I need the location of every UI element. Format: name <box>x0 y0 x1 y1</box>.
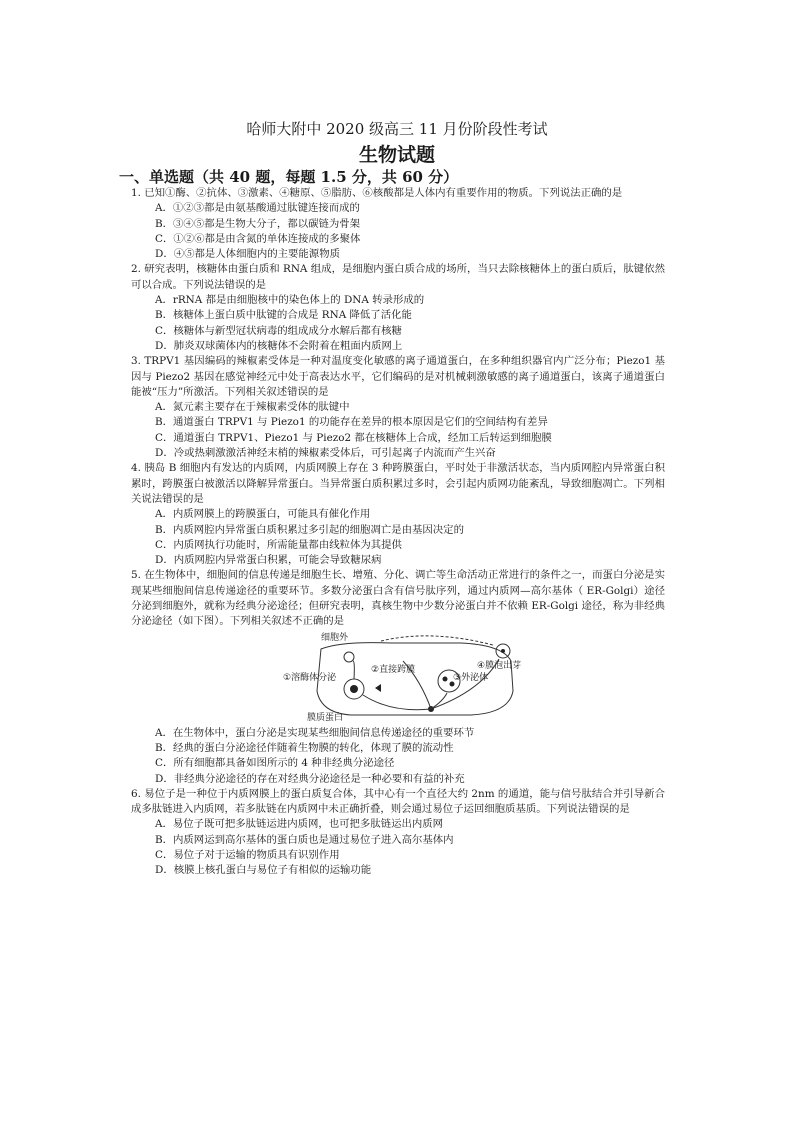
exam-title: 哈师大附中 2020 级高三 11 月份阶段性考试 <box>246 120 548 138</box>
option-c: C．①②⑥都是由含氮的单体连接成的多聚体 <box>155 232 361 245</box>
question-stem: 5. 在生物体中，细胞间的信息传递是细胞生长、增殖、分化、调亡等生命活动正常进行的条件之一，而蛋白分泌是实现某些细胞间信息传递途径的重要环节。多数分泌蛋白含有信号肽序列，通过内质网—高尔基体（ ER-Golgi）途径分泌到细胞外，就称为经典分泌途径；但研究表明，真核生物中少数分泌蛋白并不依赖 ER-Golgi 途径，称为非经典分泌途径（如下图）。下列相关叙述不正确的是 <box>131 569 665 628</box>
question-stem: 2. 研究表明，核糖体由蛋白质和 RNA 组成，是细胞内蛋白质合成的场所，当只去除核糖体上的蛋白质后，肽键依然可以合成。下列说法错误的是 <box>131 263 665 291</box>
question-2 <box>131 262 665 354</box>
label-path-3: ③外泌体 <box>453 672 489 683</box>
option-b: B．经典的蛋白分泌途径伴随着生物膜的转化，体现了膜的流动性 <box>155 741 454 754</box>
question-1 <box>131 186 665 262</box>
option-c: C．易位子对于运输的物质具有识别作用 <box>155 848 340 861</box>
option-a: A．在生物体中，蛋白分泌是实现某些细胞间信息传递途径的重要环节 <box>155 726 475 739</box>
protein-marker <box>375 684 381 692</box>
option-a: A．氮元素主要存在于辣椒素受体的肽键中 <box>155 401 350 414</box>
option-d: D．非经典分泌途径的存在对经典分泌途径是一种必要和有益的补充 <box>155 772 465 785</box>
budding-dot <box>501 649 505 653</box>
label-path-2: ②直接跨膜 <box>371 664 416 675</box>
option-b: B．内质网运到高尔基体的蛋白质也是通过易位子进入高尔基体内 <box>155 833 454 846</box>
question-list <box>131 186 665 879</box>
question-stem: 4. 胰岛 B 细胞内有发达的内质网，内质网膜上存在 3 种跨膜蛋白，平时处于非激活状态，当内质网腔内异常蛋白积累时，跨膜蛋白被激活以降解异常蛋白。当异常蛋白质积累过多时，会引起内质网功能紊乱，导致细胞凋亡。下列相关说法错误的是 <box>131 462 665 505</box>
question-3 <box>131 354 665 461</box>
exosome-dot <box>443 676 448 681</box>
arrow-release <box>353 661 354 679</box>
label-path-1: ①溶酶体分泌 <box>283 672 337 683</box>
arrow-lysosome <box>363 695 431 710</box>
question-stem: 6. 易位子是一种位于内质网膜上的蛋白质复合体，其中心有一个直径大约 2nm 的通道，能与信号肽结合并引导新合成多肽链进入内质网，若多肽链在内质网中未正确折叠，则会通过易位子运回细胞质基质。下列说法错误的是 <box>131 787 665 816</box>
section-heading: 一、单选题（共 40 题，每题 1.5 分，共 60 分） <box>119 168 459 186</box>
secretion-pathway-figure <box>131 631 665 723</box>
outer-vesicle <box>344 652 354 662</box>
option-a: A．易位子既可把多肽链运进内质网，也可把多肽链运出内质网 <box>155 818 444 831</box>
option-c: C．内质网执行功能时，所需能量都由线粒体为其提供 <box>155 538 402 551</box>
question-5 <box>131 568 665 786</box>
option-d: D．肺炎双球菌体内的核糖体不会附着在粗面内质网上 <box>155 339 403 352</box>
subject-title: 生物试题 <box>358 144 435 166</box>
option-a: A．rRNA 都是由细胞核中的染色体上的 DNA 转录形成的 <box>155 294 425 307</box>
option-b: B．通道蛋白 TRPV1 与 Piezo1 的功能存在差异的根本原因是它们的空间结构有差异 <box>155 416 548 429</box>
question-stem: 1. 已知①酶、②抗体、③激素、④糖原、⑤脂肪、⑥核酸都是人体内有重要作用的物质。下列说法正确的是 <box>131 187 623 199</box>
option-d: D．内质网腔内异常蛋白积累，可能会导致糖尿病 <box>155 554 382 567</box>
option-c: C．所有细胞都具备如图所示的 4 种非经典分泌途径 <box>155 757 395 770</box>
option-d: D．④⑤都是人体细胞内的主要能源物质 <box>155 248 340 261</box>
option-d: D．冷或热刺激激活神经末梢的辣椒素受体后，可引起离子内流而产生兴奋 <box>155 447 496 460</box>
option-a: A．内质网膜上的跨膜蛋白，可能具有催化作用 <box>155 508 371 521</box>
option-c: C．通道蛋白 TRPV1、Piezo1 与 Piezo2 都在核糖体上合成，经加工后转运到细胞膜 <box>155 431 552 444</box>
option-d: D．核膜上核孔蛋白与易位子有相似的运输功能 <box>155 864 372 877</box>
option-a: A．①②③都是由氨基酸通过肽键连接而成的 <box>155 202 360 215</box>
question-4 <box>131 461 665 568</box>
option-b: B．核糖体上蛋白质中肽键的合成是 RNA 降低了活化能 <box>155 309 412 322</box>
label-membrane: 膜质蛋白 <box>307 712 344 723</box>
question-stem: 3. TRPV1 基因编码的辣椒素受体是一种对温度变化敏感的离子通道蛋白，在多种组织器官内广泛分布；Piezo1 基因与 Piezo2 基因在感觉神经元中处于高表达水平，它们编码的是对机械刺激敏感的离子通道蛋白，该离子通道蛋白能被“压力”所激活。下列相关叙述错误的是 <box>131 355 665 398</box>
label-outside: 细胞外 <box>321 632 349 643</box>
label-path-4: ④膜泡出芽 <box>477 660 522 671</box>
arrow-outside <box>381 635 493 644</box>
arrow-exosome <box>431 693 447 709</box>
lysosome-core <box>350 685 358 693</box>
question-6 <box>131 787 665 879</box>
option-b: B．内质网腔内异常蛋白质积累过多引起的细胞凋亡是由基因决定的 <box>155 523 464 536</box>
option-b: B．③④⑤都是生物大分子，都以碳链为骨架 <box>155 217 361 230</box>
option-c: C．核糖体与新型冠状病毒的组成成分水解后都有核糖 <box>155 324 402 337</box>
